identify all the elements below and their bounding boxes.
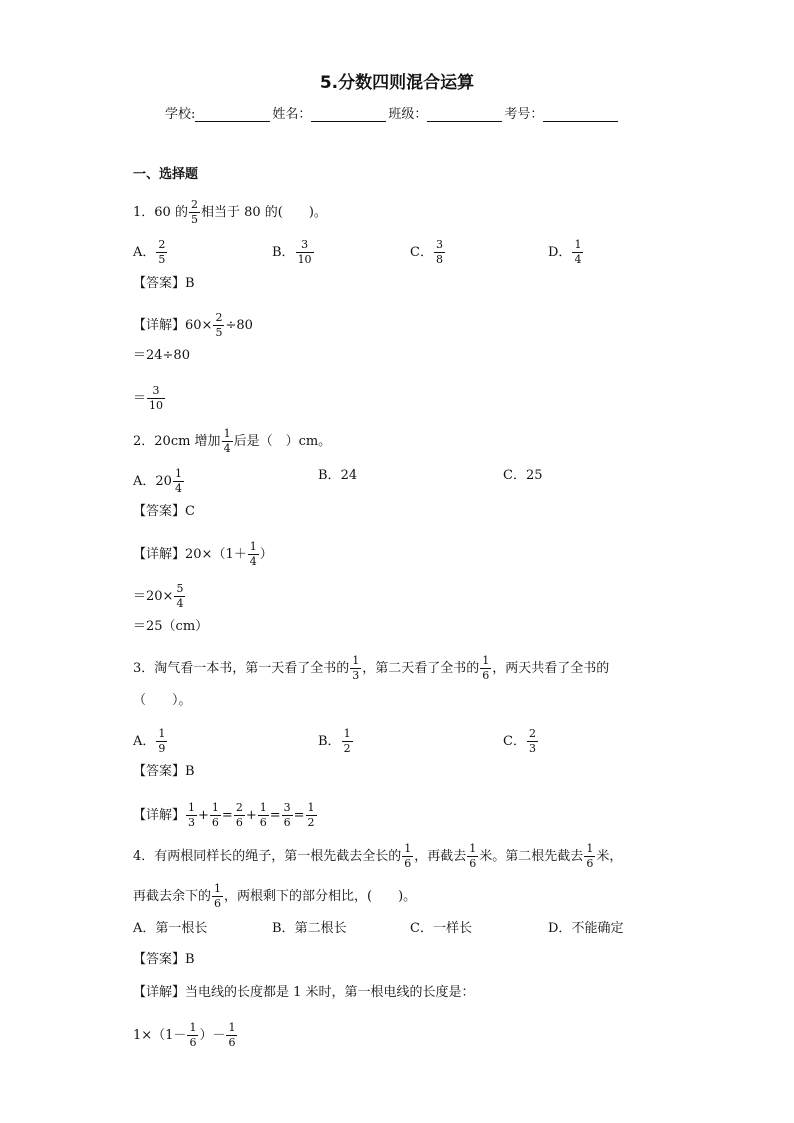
exam-no-label: 考号： <box>504 107 544 122</box>
q4-option-c: C．一样长 <box>410 921 472 936</box>
q4-option-b: B．第二根长 <box>272 921 347 936</box>
q3-stem-line2: （ ）。 <box>133 693 192 708</box>
q1-option-b: B． $\frac{3}{10}$ <box>272 238 312 266</box>
q2-detail-line2: ＝20× $\frac{5}{4}$ <box>133 582 184 610</box>
q1-option-d: D． $\frac{1}{4}$ <box>548 238 582 266</box>
q3-stem-line1: 3．淘气看一本书，第一天看了全书的 $\frac{1}{3}$ ，第二天看了全书的 $\frac{1}{6}$ ，两天共看了全书的 <box>133 654 610 682</box>
q2-option-b: B．24 <box>318 468 358 483</box>
q4-option-d: D．不能确定 <box>548 921 624 936</box>
q1-stem: 1．60 的 $\frac{2}{5}$ 相当于 80 的( )。 <box>133 198 327 226</box>
q4-stem-line2: 再截去余下的 $\frac{1}{6}$ ，两根剩下的部分相比，( )。 <box>133 882 417 910</box>
q4-stem-line1: 4．有两根同样长的绳子，第一根先截去全长的 $\frac{1}{6}$ ，再截去 $\frac{1}{6}$ 米。第二根先截去 $\frac{1}{6}$ 米， <box>133 842 623 870</box>
q4-answer: 【答案】B <box>133 952 195 967</box>
fraction: $\frac{2}{5}$ <box>190 198 198 226</box>
q2-option-c: C．25 <box>503 468 543 483</box>
school-blank <box>195 107 270 122</box>
name-label: 姓名： <box>272 107 312 122</box>
q1-detail-line1: 【详解】60× $\frac{2}{5}$ ÷80 <box>133 311 253 339</box>
q3-option-a: A． $\frac{1}{9}$ <box>133 727 166 755</box>
q1-option-a: A． $\frac{2}{5}$ <box>133 238 166 266</box>
q1-answer: 【答案】B <box>133 276 195 291</box>
q3-option-c: C． $\frac{2}{3}$ <box>503 727 536 755</box>
q2-detail-line1: 【详解】20×（1＋ $\frac{1}{4}$ ） <box>133 540 273 568</box>
page-title: 5.分数四则混合运算 <box>319 73 475 93</box>
q2-answer: 【答案】C <box>133 504 195 519</box>
q3-option-b: B． $\frac{1}{2}$ <box>318 727 351 755</box>
q2-option-a: A．20 $\frac{1}{4}$ <box>133 467 182 495</box>
student-info-line <box>165 103 620 122</box>
class-blank <box>427 107 502 122</box>
class-label: 班级： <box>388 107 428 122</box>
q4-option-a: A．第一根长 <box>133 921 208 936</box>
q1-detail-line3: ＝ $\frac{3}{10}$ <box>133 384 164 412</box>
q3-detail: 【详解】 $\frac{1}{3}$ + $\frac{1}{6}$ = $\frac{2}{6}$ + $\frac{1}{6}$ = $\frac{3}{6}$ = $\frac{1}{2}$ <box>133 801 315 829</box>
q2-detail-line3: ＝25（cm） <box>133 619 209 634</box>
q1-detail-line2: ＝24÷80 <box>133 348 190 363</box>
school-label: 学校: <box>165 107 196 122</box>
exam-no-blank <box>543 107 618 122</box>
q3-answer: 【答案】B <box>133 764 195 779</box>
name-blank <box>311 107 386 122</box>
q2-stem: 2．20cm 增加 $\frac{1}{4}$ 后是（ ）cm。 <box>133 427 332 455</box>
q4-detail-line2: 1×（1－ $\frac{1}{6}$ ）－ $\frac{1}{6}$ <box>133 1021 236 1049</box>
section-heading: 一、选择题 <box>133 167 199 182</box>
q1-option-c: C． $\frac{3}{8}$ <box>410 238 443 266</box>
q4-detail-line1: 【详解】当电线的长度都是 1 米时，第一根电线的长度是： <box>133 985 475 1000</box>
